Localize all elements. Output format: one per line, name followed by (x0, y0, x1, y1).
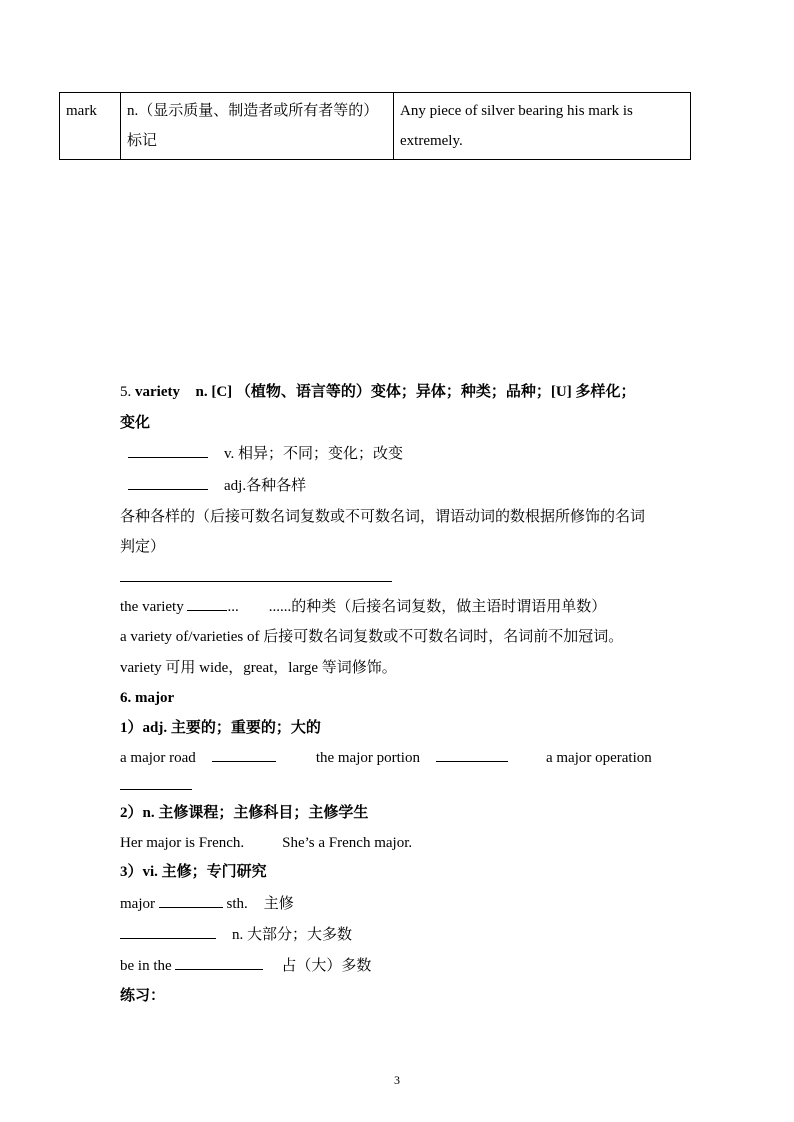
major-in-line (120, 893, 294, 914)
sth-text: sth. (226, 896, 248, 912)
examples-line (120, 747, 652, 768)
example-french-1: Her major is French. (120, 835, 245, 851)
example-road: a major road (120, 750, 196, 766)
be-in-cn: 占（大）多数 (281, 958, 372, 974)
adj-definition: adj.各种各样 (224, 478, 307, 494)
the-variety-line (120, 596, 606, 617)
head-definition: n. [C] （植物、语言等的）变体；异体；种类；品种；[U] 多样化； (195, 384, 636, 400)
example-french-2: She’s a French major. (282, 835, 413, 851)
majority-line (120, 924, 352, 945)
major-blank[interactable] (159, 893, 223, 908)
section-number: 5. (120, 384, 132, 400)
page-number: 3 (394, 1073, 400, 1087)
major-cn: 主修 (263, 896, 294, 912)
road-blank[interactable] (212, 747, 276, 762)
head-word: variety (135, 384, 180, 400)
example-portion: the major portion (315, 750, 420, 766)
sub-heading-noun: 2）n. 主修课程；主修科目；主修学生 (120, 805, 369, 821)
verb-definition: v. 相异；不同；变化；改变 (224, 446, 404, 462)
answer-line (120, 567, 392, 588)
adj-line (120, 475, 306, 496)
dots: ... (227, 599, 239, 615)
verb-line (120, 443, 403, 464)
sub-heading-verb: 3）vi. 主修；专门研究 (120, 864, 267, 880)
be-in-text: be in the (120, 958, 172, 974)
operation-blank-line (120, 775, 192, 796)
be-in-blank[interactable] (175, 955, 263, 970)
meaning-cell: n.（显示质量、制造者或所有者等的）标记 (121, 93, 394, 160)
majority-definition: n. 大部分；大多数 (232, 927, 353, 943)
answer-blank[interactable] (120, 567, 392, 582)
the-variety-text: the variety (120, 599, 184, 615)
note-line-1: 各种各样的（后接可数名词复数或不可数名词，谓语动词的数根据所修饰的名词 (120, 509, 646, 525)
major-text: major (120, 896, 155, 912)
adj-blank[interactable] (128, 475, 208, 490)
table-row (60, 93, 691, 160)
note-line-2: 判定） (120, 539, 166, 555)
practice-heading: 练习： (120, 988, 166, 1004)
example-operation: a major operation (545, 750, 652, 766)
portion-blank[interactable] (436, 747, 508, 762)
modifier-line: variety 可用 wide，great，large 等词修饰。 (120, 660, 397, 676)
vocab-table (59, 92, 691, 160)
the-variety-blank[interactable] (187, 596, 227, 611)
section6-heading: 6. major (120, 690, 175, 706)
majority-blank[interactable] (120, 924, 216, 939)
be-in-line (120, 955, 371, 976)
the-variety-desc: ......的种类（后接名词复数，做主语时谓语用单数） (268, 599, 607, 615)
french-line (120, 833, 412, 853)
section5-heading (120, 382, 635, 402)
sub-heading-adj: 1）adj. 主要的；重要的；大的 (120, 720, 321, 736)
head-definition-cont: 变化 (120, 415, 151, 431)
example-cell: Any piece of silver bearing his mark is extremely. (394, 93, 691, 160)
operation-blank[interactable] (120, 775, 192, 790)
a-variety-line: a variety of/varieties of 后接可数名词复数或不可数名词时，名词前不加冠词。 (120, 629, 624, 645)
verb-blank[interactable] (128, 443, 208, 458)
word-cell: mark (60, 93, 121, 160)
